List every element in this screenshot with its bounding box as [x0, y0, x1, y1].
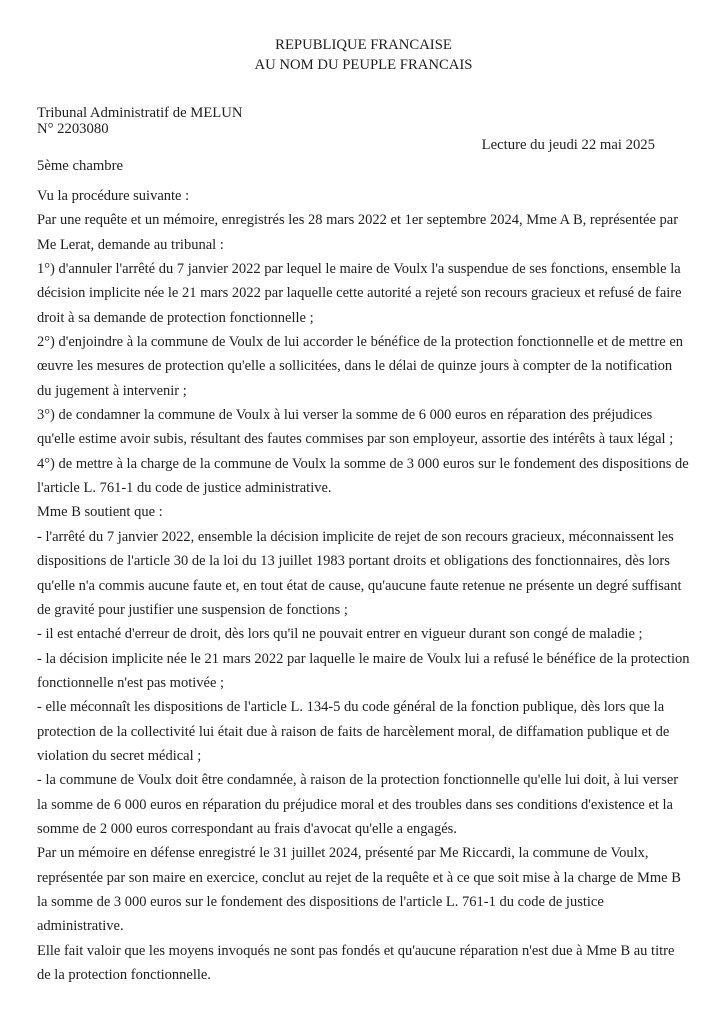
document-paragraph: Par un mémoire en défense enregistré le 31 juillet 2024, présenté par Me Riccardi, la commune de Voulx, représentée par son maire en exercice, conclut au rejet de la requête et à ce que soit mise à la charge de Mme B la somme de 3 000 euros sur le fondement des dispositions de l'article L. 761-1 du code de justice administrative. — [37, 845, 681, 935]
document-paragraph: 2°) d'enjoindre à la commune de Voulx de lui accorder le bénéfice de la protection fonctionnelle et de mettre en œuvre les mesures de protection qu'elle a sollicitées, dans le délai de quinze jours à compter de la notification du jugement à intervenir ; — [37, 334, 684, 399]
document-paragraph: Elle fait valoir que les moyens invoqués ne sont pas fondés et qu'aucune réparation n'est due à Mme B au titre de la protection fonctionnelle. — [37, 942, 675, 983]
document-paragraph: - la commune de Voulx doit être condamnée, à raison de la protection fonctionnelle qu'elle lui doit, à lui verser la somme de 6 000 euros en réparation du préjudice moral et des troubles dans ses conditions d'existence et la somme de 2 000 euros correspondant au frais d'avocat qu'elle a engagés. — [37, 772, 679, 837]
document-paragraph: Mme B soutient que : — [37, 504, 163, 521]
in-the-name-of-the-people-subtitle: AU NOM DU PEUPLE FRANCAIS — [254, 56, 473, 73]
republic-title: REPUBLIQUE FRANCAISE — [275, 37, 452, 53]
document-paragraph: 1°) d'annuler l'arrêté du 7 janvier 2022 par lequel le maire de Voulx l'a suspendue de ses fonctions, ensemble la décision implicite née le 21 mars 2022 par laquelle cette autorité a rejeté son recours gracieux et refusé de faire droit à sa demande de protection fonctionnelle ; — [37, 261, 682, 326]
document-paragraph: Vu la procédure suivante : — [37, 188, 190, 204]
document-paragraph: Par une requête et un mémoire, enregistrés les 28 mars 2022 et 1er septembre 2024, Mme A B, représentée par Me Lerat, demande au tribunal : — [37, 212, 679, 253]
chamber-label: 5ème chambre — [37, 158, 124, 174]
document-paragraph: - il est entaché d'erreur de droit, dès lors qu'il ne pouvait entrer en vigueur durant son congé de maladie ; — [37, 626, 643, 643]
document-paragraph: - elle méconnaît les dispositions de l'article L. 134-5 du code général de la fonction publique, dès lors que la protection de la collectivité lui était due à raison de faits de harcèlement moral, de diffamation publique et de violation du secret médical ; — [37, 699, 670, 764]
case-number: N° 2203080 — [37, 121, 109, 137]
document-paragraph: 4°) de mettre à la charge de la commune de Voulx la somme de 3 000 euros sur le fondement des dispositions de l'article L. 761-1 du code de justice administrative. — [37, 455, 689, 497]
document-paragraph: 3°) de condamner la commune de Voulx à lui verser la somme de 6 000 euros en réparation des préjudices qu'elle estime avoir subis, résultant des fautes commises par son employeur, assortie des intérêts à taux légal ; — [37, 407, 674, 448]
document-paragraph: - l'arrêté du 7 janvier 2022, ensemble la décision implicite de rejet de son recours gracieux, méconnaissent les dispositions de l'article 30 de la loi du 13 juillet 1983 portant droits et obligations des fonctionnaires, dès lors qu'elle n'a commis aucune faute et, en tout état de cause, qu'aucune faute retenue ne présente un degré suffisant de gravité pour justifier une suspension de fonctions ; — [37, 528, 682, 618]
court-info-block — [37, 105, 690, 137]
document-paragraph: - la décision implicite née le 21 mars 2022 par laquelle le maire de Voulx lui a refusé le bénéfice de la protection fonctionnelle n'est pas motivée ; — [37, 650, 690, 691]
reading-date: Lecture du jeudi 22 mai 2025 — [481, 137, 655, 153]
judgment-procedure-text — [37, 184, 690, 987]
court-name: Tribunal Administratif de MELUN — [37, 105, 243, 121]
document-header — [37, 36, 690, 75]
